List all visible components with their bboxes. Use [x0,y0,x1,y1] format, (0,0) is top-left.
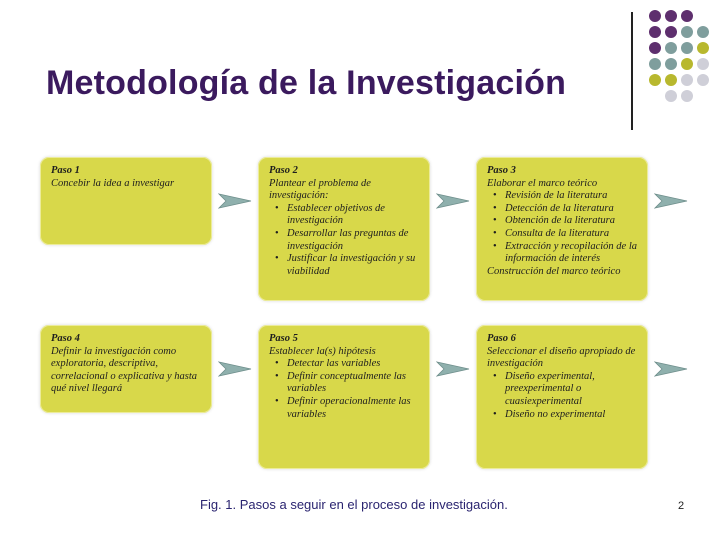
dot-purple [649,10,661,22]
dot-purple [649,26,661,38]
dot-teal [681,42,693,54]
step-bullet: • Extracción y recopilación de la información de interés [505,241,642,266]
step-bullet: • Diseño experimental, preexperimental o cuasiexperimental [505,371,642,409]
slide-title: Metodología de la Investigación [46,64,567,102]
step-heading: Concebir la idea a investigar [51,177,175,189]
step-heading: Plantear el problema de investigación: [269,177,371,202]
dot-teal [665,58,677,70]
step-heading: Definir la investigación como exploratoria, descriptiva, correlacional o explicativa y hasta qué nivel llegará [51,345,197,395]
dot-olive [649,74,661,86]
step-box-6 [476,325,648,469]
dot-teal [665,42,677,54]
step-bullet: • Definir conceptualmente las variables [287,371,424,396]
step-bullet: • Obtención de la literatura [505,215,642,228]
dot-gray [697,74,709,86]
step-box-5 [258,325,430,469]
step-bullet: • Diseño no experimental [505,409,642,422]
step-box-2 [258,157,430,301]
dot-teal [681,26,693,38]
step-heading: Seleccionar el diseño apropiado de investigación [487,345,636,370]
step-bullet: • Detectar las variables [287,358,424,371]
step-bullet-list [269,203,424,279]
dot-teal [697,26,709,38]
dot-olive [665,74,677,86]
dot-olive [697,42,709,54]
dot-gray [665,90,677,102]
step-bullet: • Definir operacionalmente las variables [287,396,424,421]
title-divider [631,12,633,130]
step-bullet: • Detección de la literatura [505,203,642,216]
flow-arrow-icon [436,192,470,210]
step-footer: Construcción del marco teórico [487,265,621,277]
step-label: Paso 1 [51,165,80,176]
dot-purple [665,10,677,22]
step-box-4 [40,325,212,413]
flow-arrow-icon [436,360,470,378]
dot-purple [681,10,693,22]
step-bullet: • Establecer objetivos de investigación [287,203,424,228]
step-bullet: • Desarrollar las preguntas de investigación [287,228,424,253]
step-label: Paso 5 [269,333,298,344]
dot-olive [681,58,693,70]
flow-arrow-icon [654,360,688,378]
flow-arrow-icon [218,192,252,210]
dot-purple [649,42,661,54]
step-label: Paso 3 [487,165,516,176]
figure-caption: Fig. 1. Pasos a seguir en el proceso de investigación. [200,497,508,512]
dot-purple [665,26,677,38]
step-bullet-list [487,190,642,266]
step-box-3 [476,157,648,301]
step-bullet-list [269,358,424,421]
step-label: Paso 6 [487,333,516,344]
dot-gray [697,58,709,70]
step-bullet: • Consulta de la literatura [505,228,642,241]
step-bullet: • Revisión de la literatura [505,190,642,203]
page-number: 2 [678,500,685,512]
dot-teal [649,58,661,70]
step-bullet-list [487,371,642,421]
dot-gray [681,90,693,102]
step-bullet: • Justificar la investigación y su viabilidad [287,253,424,278]
step-label: Paso 4 [51,333,80,344]
dot-gray [681,74,693,86]
flow-arrow-icon [218,360,252,378]
step-heading: Elaborar el marco teórico [487,177,598,189]
decorative-dot-grid [647,8,727,108]
step-heading: Establecer la(s) hipótesis [269,345,376,357]
step-label: Paso 2 [269,165,298,176]
flow-arrow-icon [654,192,688,210]
step-box-1 [40,157,212,245]
